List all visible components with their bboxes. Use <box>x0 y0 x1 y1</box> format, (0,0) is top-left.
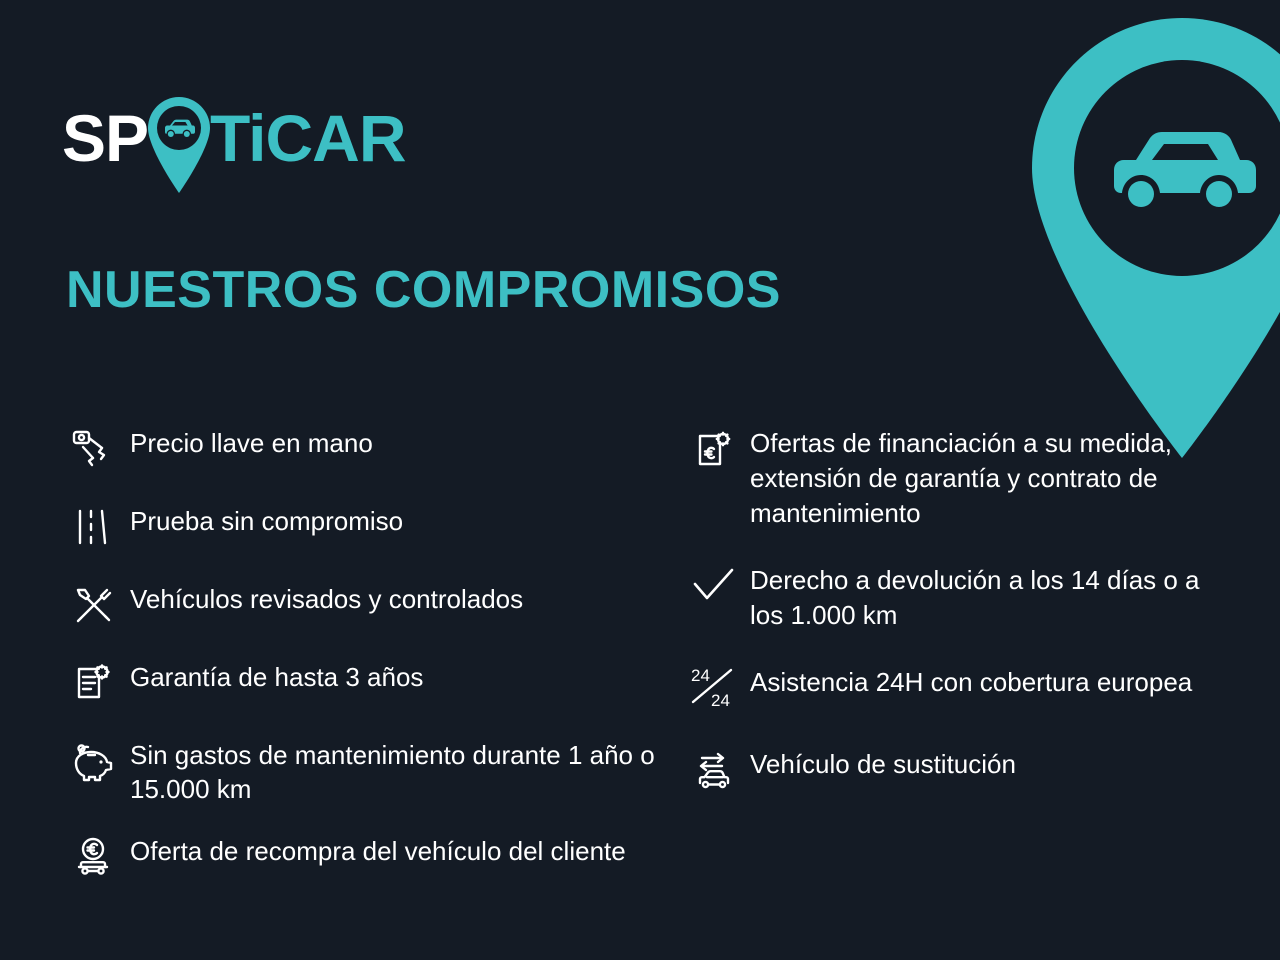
svg-text:24: 24 <box>691 666 710 685</box>
list-item <box>56 420 656 476</box>
list-item <box>676 557 1216 633</box>
list-item <box>56 498 656 554</box>
spoticar-logo <box>62 103 406 179</box>
list-item <box>676 741 1216 797</box>
list-item <box>56 828 656 884</box>
list-item-label: Derecho a devolución a los 14 días o a los 1.000 km <box>750 565 1200 630</box>
commitments-column-right <box>676 420 1216 823</box>
list-item-label: Vehículo de sustitución <box>750 749 1016 779</box>
24-24-assistance-icon <box>676 661 750 715</box>
euro-document-gear-icon <box>676 422 750 476</box>
piggy-bank-icon <box>56 734 130 788</box>
list-item <box>676 659 1216 715</box>
list-item-label: Oferta de recompra del vehículo del cliente <box>130 836 626 866</box>
list-item <box>56 654 656 710</box>
tools-wrench-screwdriver-icon <box>56 578 130 632</box>
document-gear-warranty-icon <box>56 656 130 710</box>
commitments-column-left <box>56 420 656 906</box>
list-item-label: Garantía de hasta 3 años <box>130 662 424 692</box>
euro-car-buyback-icon <box>56 830 130 884</box>
road-test-drive-icon <box>56 500 130 554</box>
logo-text-ticar: TiCAR <box>210 101 406 175</box>
list-item-label: Vehículos revisados y controlados <box>130 584 524 614</box>
logo-text-sp: SP <box>62 101 149 175</box>
list-item <box>56 732 656 806</box>
list-item <box>56 576 656 632</box>
list-item-label: Prueba sin compromiso <box>130 506 404 536</box>
list-item-label: Precio llave en mano <box>130 428 373 458</box>
replacement-car-icon <box>676 743 750 797</box>
car-key-icon <box>56 422 130 476</box>
page-title: NUESTROS COMPROMISOS <box>66 261 781 319</box>
checkmark-icon <box>676 559 750 613</box>
svg-text:24: 24 <box>711 691 730 710</box>
list-item-label: Ofertas de financiación a su medida, extensión de garantía y contrato de mantenimiento <box>750 428 1173 528</box>
logo-map-pin-car-icon <box>148 103 210 173</box>
list-item-label: Sin gastos de mantenimiento durante 1 año o 15.000 km <box>130 740 655 804</box>
big-map-pin-car-icon <box>1032 18 1280 458</box>
list-item-label: Asistencia 24H con cobertura europea <box>750 667 1193 697</box>
list-item <box>676 420 1216 531</box>
